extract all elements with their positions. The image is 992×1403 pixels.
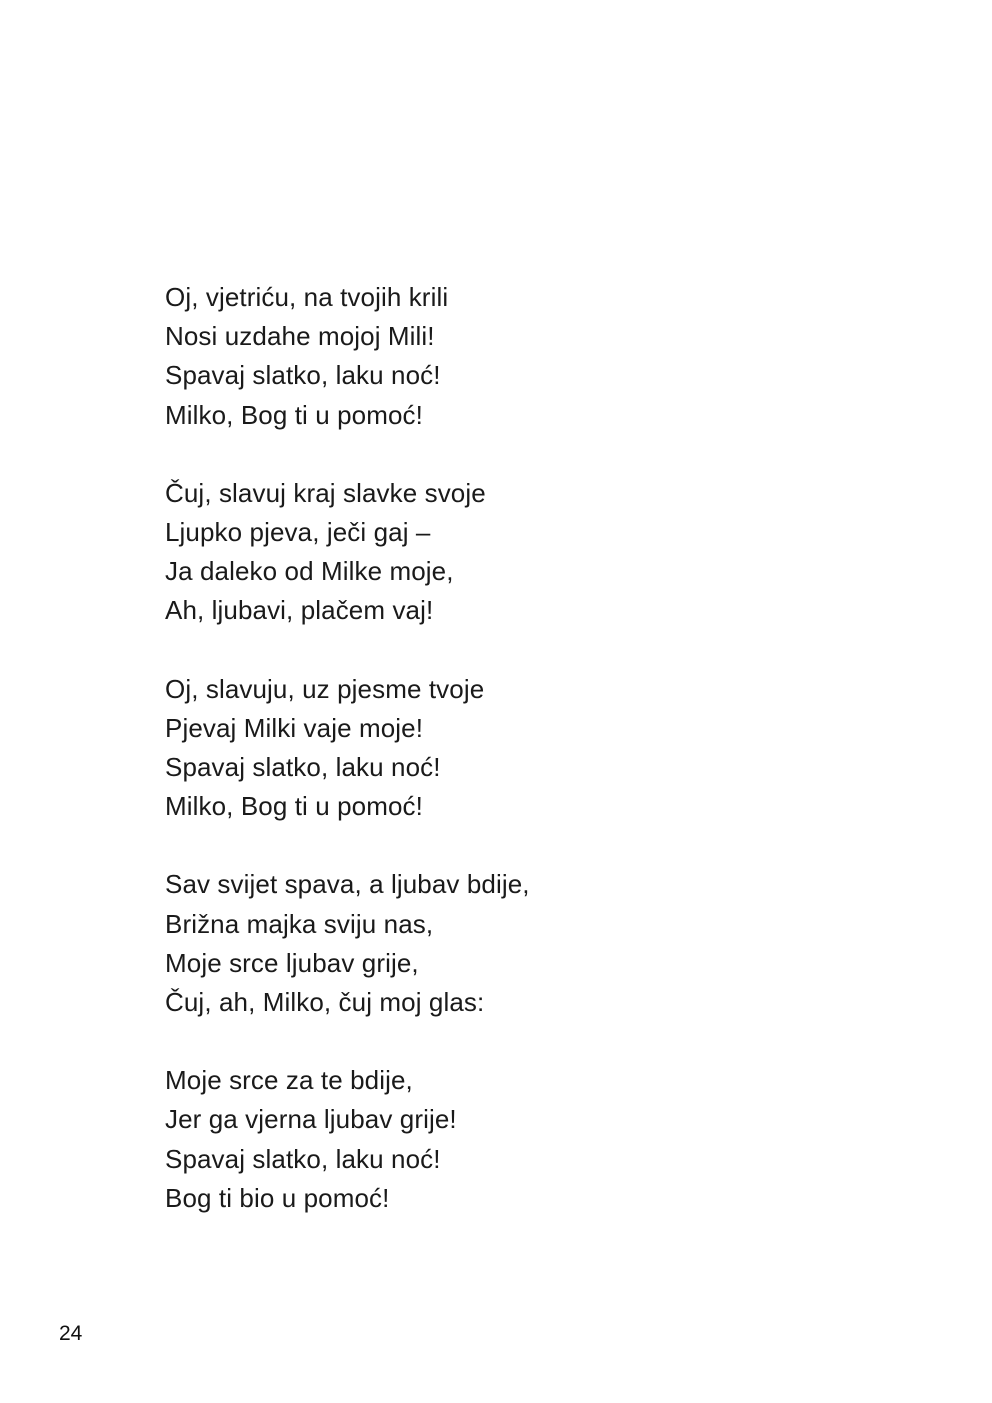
poem-line: Oj, slavuju, uz pjesme tvoje xyxy=(165,673,485,704)
poem-line: Čuj, ah, Milko, čuj moj glas: xyxy=(165,987,485,1018)
poem-line: Bog ti bio u pomoć! xyxy=(165,1182,390,1213)
poem-line: Spavaj slatko, laku noć! xyxy=(165,1143,441,1174)
poem-line: Čuj, slavuj kraj slavke svoje xyxy=(165,477,486,508)
poem-line: Spavaj slatko, laku noć! xyxy=(165,752,441,783)
poem-line: Spavaj slatko, laku noć! xyxy=(165,360,441,391)
poem-line: Moje srce ljubav grije, xyxy=(165,947,419,978)
poem-line: Nosi uzdahe mojoj Mili! xyxy=(165,321,435,352)
poem-line: Ljupko pjeva, ječi gaj – xyxy=(165,517,431,548)
poem-line: Ja daleko od Milke moje, xyxy=(165,556,454,587)
stanza-3 xyxy=(165,670,865,827)
poem-line: Pjevaj Milki vaje moje! xyxy=(165,712,424,743)
poem-line: Oj, vjetriću, na tvojih krili xyxy=(165,282,449,312)
poem-line: Jer ga vjerna ljubav grije! xyxy=(165,1104,457,1135)
poem-line: Brižna majka sviju nas, xyxy=(165,908,434,939)
stanza-2 xyxy=(165,474,865,631)
poem-line: Milko, Bog ti u pomoć! xyxy=(165,399,423,430)
stanza-5 xyxy=(165,1061,865,1218)
stanza-1 xyxy=(165,278,865,435)
stanza-4 xyxy=(165,865,865,1022)
poem-line: Milko, Bog ti u pomoć! xyxy=(165,791,423,822)
page-number: 24 xyxy=(59,1322,83,1345)
poem-line: Sav svijet spava, a ljubav bdije, xyxy=(165,869,530,900)
poem xyxy=(165,278,865,1218)
poem-line: Moje srce za te bdije, xyxy=(165,1065,413,1096)
poem-line: Ah, ljubavi, plačem vaj! xyxy=(165,595,434,626)
